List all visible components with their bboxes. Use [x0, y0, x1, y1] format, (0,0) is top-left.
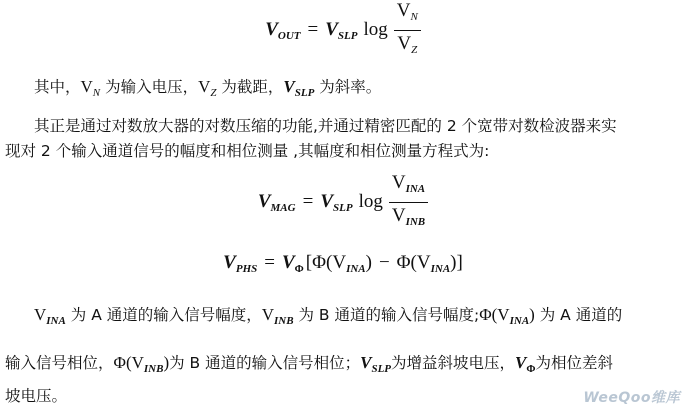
- eq3-bracket-close: ]: [456, 252, 463, 273]
- eq3-bracket-open: [: [305, 252, 313, 273]
- variable-definitions-line-1: $V_{INA}$ 为 A 通道的输入信号幅度，$V_{INB}$ 为 B 通道的输入信号幅度$;\Phi(V_{INA})$ 为 A 通道的: [34, 305, 623, 327]
- watermark-logo: WeeQoo维库: [583, 390, 680, 406]
- eq2-coef: $V_{SLP}$: [320, 190, 353, 214]
- variable-definitions-line-3: 坡电压。: [5, 387, 68, 405]
- eq1-equals: =: [307, 19, 319, 40]
- eq3-phase-b: $\Phi(V_{INA})$: [396, 251, 457, 275]
- eq1-numerator: $V_N$: [394, 0, 421, 31]
- variable-definitions-line-2: 输入信号相位，$\Phi(V_{INB})$为 B 通道的输入信号相位；$V_{SLP}$为增益斜坡电压，$V_\Phi$为相位差斜: [5, 353, 614, 375]
- eq2-numerator: $V_{INA}$: [389, 172, 428, 203]
- equation-vphs: [0, 248, 686, 278]
- eq1-denominator: $V_Z$: [397, 32, 418, 56]
- description-line-1: 其正是通过对数放大器的对数压缩的功能,并通过精密匹配的 2 个宽带对数检波器来实: [34, 117, 617, 135]
- eq2-log: log: [358, 191, 383, 212]
- description-line-2: 现对 2 个输入通道信号的幅度和相位测量 ,其幅度和相位测量方程式为:: [5, 142, 490, 160]
- eq3-phase-a: $\Phi(V_{INA})$: [312, 251, 372, 275]
- eq1-coef: $V_{SLP}$: [325, 18, 358, 42]
- eq3-equals: =: [264, 252, 275, 273]
- eq1-lhs: $V_{OUT}$: [265, 18, 301, 42]
- eq2-denominator: $V_{INB}$: [391, 204, 426, 228]
- definition-paragraph: 其中，$V_N$ 为输入电压，$V_Z$ 为截距，$V_{SLP}$ 为斜率。: [34, 77, 382, 99]
- eq3-minus: −: [378, 252, 390, 273]
- eq1-fraction: [394, 0, 421, 61]
- eq2-equals: =: [302, 191, 314, 212]
- equation-vmag: [0, 171, 686, 228]
- eq3-lhs: $V_{PHS}$: [223, 251, 258, 275]
- eq3-coef: $V_\Phi$: [281, 251, 304, 275]
- eq1-log: log: [363, 19, 388, 40]
- eq2-fraction: [389, 172, 428, 233]
- equation-vout: [0, 0, 686, 56]
- eq2-lhs: $V_{MAG}$: [257, 190, 296, 214]
